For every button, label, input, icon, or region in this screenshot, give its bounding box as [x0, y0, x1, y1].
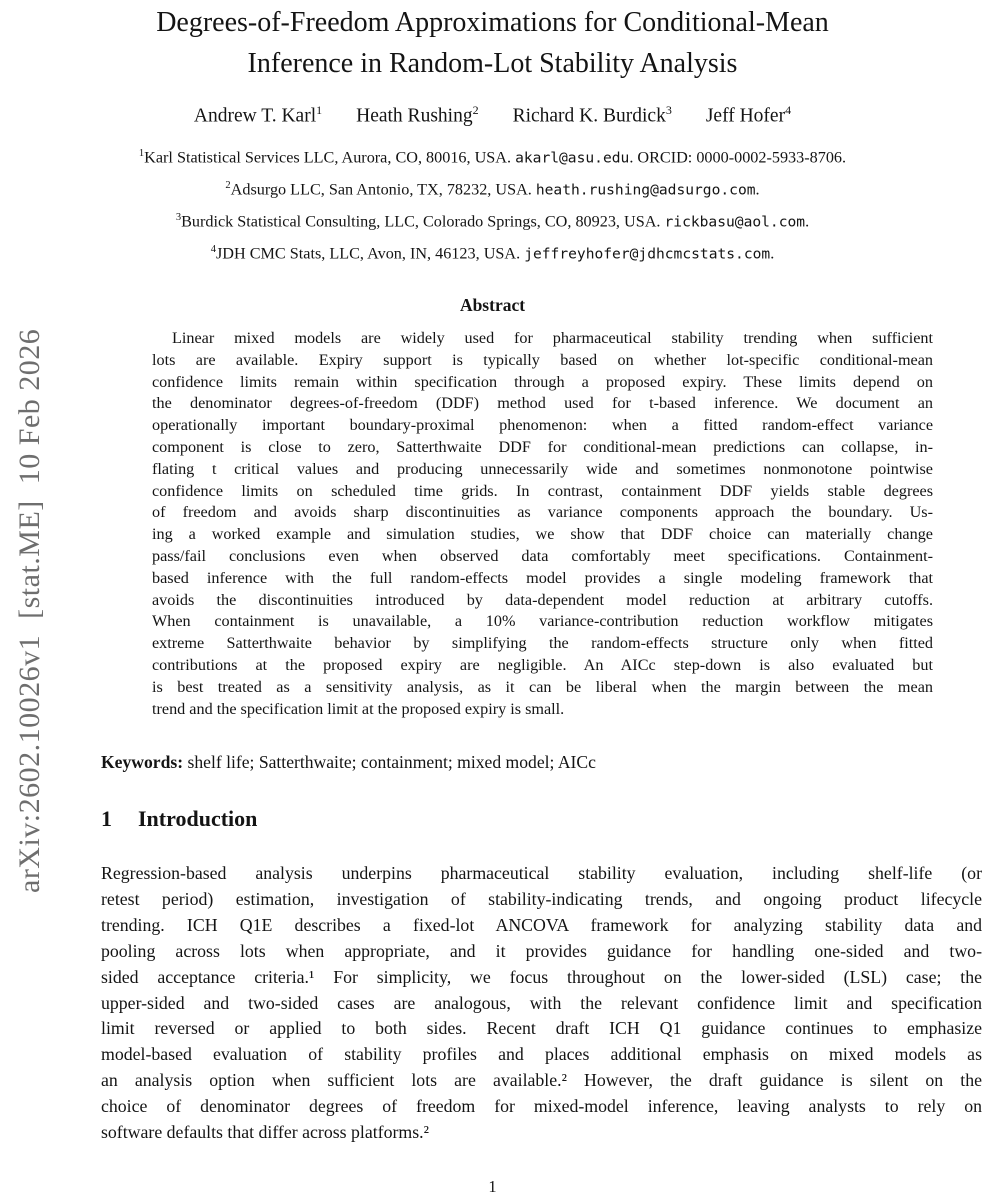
- text-line: of freedom and avoids sharp discontinuities as variance components approach the boundary. Us-: [152, 503, 933, 522]
- text-line: lots are available. Expiry support is typically based on whether lot-specific conditional-mean: [152, 350, 933, 369]
- affiliation-text-post: .: [770, 244, 775, 263]
- text-line: the denominator degrees-of-freedom (DDF) method used for t-based inference. We document an: [152, 394, 933, 413]
- abstract-paragraph: [152, 328, 933, 720]
- affiliation-email: akarl@asu.edu: [515, 149, 630, 167]
- affiliation-text: Karl Statistical Services LLC, Aurora, CO, 80016, USA.: [144, 148, 516, 167]
- text-line: model-based evaluation of stability profiles and places additional emphasis on mixed models as: [101, 1044, 982, 1065]
- text-line: sided acceptance criteria.¹ For simplicity, we focus throughout on the lower-sided (LSL) case; the: [101, 966, 982, 987]
- text-line: upper-sided and two-sided cases are analogous, with the relevant confidence limit and specification: [101, 992, 982, 1013]
- keywords-line: [101, 752, 982, 773]
- authors-row: [0, 103, 985, 128]
- text-line: confidence limits remain within specification through a proposed expiry. These limits depend on: [152, 372, 933, 391]
- text-line: an analysis option when sufficient lots are available.² However, the draft guidance is silent on the: [101, 1070, 982, 1091]
- affiliation-superscript: 1: [138, 148, 145, 159]
- author-3: [513, 103, 672, 128]
- text-line: flating t critical values and producing unnecessarily wide and sometimes nonmonotone pointwise: [152, 459, 933, 478]
- text-line: When containment is unavailable, a 10% variance-contribution reduction workflow mitigates: [152, 612, 933, 631]
- text-line: pooling across lots when appropriate, and it provides guidance for handling one-sided and two-: [101, 940, 982, 961]
- text-line: retest period) estimation, investigation of stability-indicating trends, and ongoing product lifecycle: [101, 888, 982, 909]
- keywords-text: shelf life; Satterthwaite; containment; mixed model; AICc: [183, 752, 596, 772]
- page-number: 1: [488, 1177, 497, 1196]
- text-line: based inference with the full random-effects model provides a single modeling framework that: [152, 568, 933, 587]
- text-line: is best treated as a sensitivity analysis, as it can be liberal when the margin between the mean: [152, 677, 933, 696]
- keywords-label: Keywords:: [101, 752, 184, 772]
- affiliation-text: Adsurgo LLC, San Antonio, TX, 78232, USA.: [230, 180, 536, 199]
- text-line: extreme Satterthwaite behavior by simplifying the random-effects structure only when fitted: [152, 634, 933, 653]
- affiliation-text: Burdick Statistical Consulting, LLC, Colorado Springs, CO, 80923, USA.: [181, 212, 665, 231]
- text-line: software defaults that differ across platforms.²: [101, 1122, 429, 1143]
- affiliation-line-2: [0, 172, 985, 204]
- introduction-paragraph: [101, 861, 982, 1146]
- text-line: component is close to zero, Satterthwaite DDF for conditional-mean predictions can collapse, in-: [152, 437, 933, 456]
- affiliation-superscript: 3: [175, 211, 182, 223]
- author-name: Richard K. Burdick: [512, 105, 666, 127]
- text-line: choice of denominator degrees of freedom for mixed-model inference, leaving analysts to rely on: [101, 1096, 982, 1117]
- affiliation-email: rickbasu@aol.com: [664, 213, 806, 231]
- author-superscript: 4: [785, 103, 792, 117]
- affiliation-line-4: [0, 236, 985, 268]
- author-superscript: 2: [472, 103, 479, 117]
- text-line: limit reversed or applied to both sides. Recent draft ICH Q1 guidance continues to emphasize: [101, 1018, 982, 1039]
- paper-title: [0, 2, 985, 84]
- text-line: confidence limits on scheduled time grids. In contrast, containment DDF yields stable degrees: [152, 481, 933, 500]
- affiliation-email: heath.rushing@adsurgo.com: [535, 181, 756, 199]
- affiliation-email: jeffreyhofer@jdhcmcstats.com: [524, 245, 771, 263]
- text-line: Linear mixed models are widely used for pharmaceutical stability trending when sufficient: [172, 329, 933, 347]
- author-name: Jeff Hofer: [705, 105, 786, 127]
- affiliation-line-1: [0, 140, 985, 172]
- arxiv-watermark: arXiv:2602.10026v1 [stat.ME] 10 Feb 2026: [13, 328, 46, 893]
- affiliations: [0, 140, 985, 268]
- text-line: avoids the discontinuities introduced by data-dependent model reduction at arbitrary cutoffs.: [152, 590, 933, 609]
- author-superscript: 1: [316, 103, 323, 117]
- affiliation-text-post: .: [755, 180, 760, 199]
- affiliation-text: JDH CMC Stats, LLC, Avon, IN, 46123, USA.: [216, 244, 525, 263]
- text-line: ing a worked example and simulation studies, we show that DDF choice can materially change: [152, 525, 933, 544]
- text-line: Regression-based analysis underpins pharmaceutical stability evaluation, including shelf-life (or: [101, 863, 982, 883]
- affiliation-text-post: .: [805, 212, 810, 231]
- text-line: contributions at the proposed expiry are negligible. An AICc step-down is also evaluated but: [152, 655, 933, 674]
- section-title: Introduction: [138, 806, 258, 831]
- affiliation-superscript: 4: [210, 243, 216, 255]
- author-superscript: 3: [665, 103, 672, 117]
- text-line: operationally important boundary-proximal phenomenon: when a fitted random-effect variance: [152, 416, 933, 435]
- author-4: [706, 103, 791, 128]
- author-name: Andrew T. Karl: [193, 105, 317, 127]
- text-line: trend and the specification limit at the proposed expiry is small.: [152, 699, 565, 718]
- title-line-1: Degrees-of-Freedom Approximations for Conditional-Mean: [156, 7, 829, 38]
- section-number: 1: [101, 806, 112, 831]
- text-line: trending. ICH Q1E describes a fixed-lot ANCOVA framework for analyzing stability data and: [101, 914, 982, 935]
- section-1-heading: [101, 806, 257, 832]
- author-name: Heath Rushing: [356, 105, 473, 127]
- author-1: [194, 103, 322, 128]
- affiliation-line-3: [0, 204, 985, 236]
- title-line-2: Inference in Random-Lot Stability Analysis: [247, 48, 738, 79]
- affiliation-text-post: . ORCID: 0000-0002-5933-8706.: [629, 148, 847, 167]
- abstract-heading: Abstract: [459, 295, 526, 315]
- text-line: pass/fail conclusions even when observed data comfortably meet specifications. Containment-: [152, 546, 933, 565]
- author-2: [356, 103, 478, 128]
- affiliation-superscript: 2: [225, 179, 231, 191]
